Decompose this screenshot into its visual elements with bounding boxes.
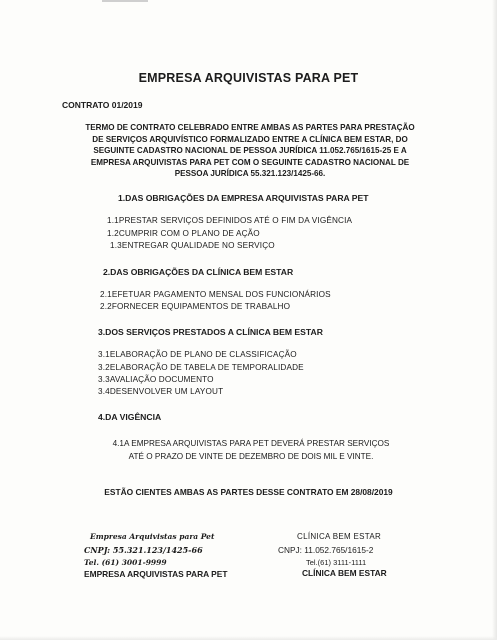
section-item: 3.4DESENVOLVER UM LAYOUT: [98, 387, 224, 396]
scan-mark: [102, 0, 148, 2]
company-cnpj: CNPJ: 55.321.123/1425-66: [84, 545, 203, 555]
scan-edge: [0, 636, 497, 640]
section-item: 2.2FORNECER EQUIPAMENTOS DE TRABALHO: [100, 302, 291, 311]
preamble-line: TERMO DE CONTRATO CELEBRADO ENTRE AMBAS AS PARTES PARA PRESTAÇÃO: [85, 123, 415, 132]
section-item: 3.1ELABORAÇÃO DE PLANO DE CLASSIFICAÇÃO: [98, 350, 297, 359]
preamble-line: PESSOA JURÍDICA 55.321.123/1425-66.: [174, 169, 326, 178]
agreement-statement: ESTÃO CIENTES AMBAS AS PARTES DESSE CONTRATO EM 28/08/2019: [104, 487, 393, 497]
document-title: EMPRESA ARQUIVISTAS PARA PET: [138, 71, 359, 85]
section-heading: 1.DAS OBRIGAÇÕES DA EMPRESA ARQUIVISTAS PARA PET: [118, 193, 369, 203]
section-item: 3.3AVALIAÇÃO DOCUMENTO: [98, 375, 214, 384]
section-item: 1.1PRESTAR SERVIÇOS DEFINIDOS ATÉ O FIM DA VIGÊNCIA: [107, 216, 353, 225]
clause-line: 4.1A EMPRESA ARQUIVISTAS PARA PET DEVERÁ PRESTAR SERVIÇOS: [112, 439, 390, 448]
section-item: 1.3ENTREGAR QUALIDADE NO SERVIÇO: [110, 241, 275, 250]
clinic-cnpj: CNPJ: 11.052.765/1615-2: [278, 545, 374, 555]
company-printed-name: EMPRESA ARQUIVISTAS PARA PET: [84, 569, 228, 579]
clinic-printed-name: CLÍNICA BEM ESTAR: [302, 568, 387, 578]
section-item: 1.2CUMPRIR COM O PLANO DE AÇÃO: [107, 229, 260, 238]
section-item: 3.2ELABORAÇÃO DE TABELA DE TEMPORALIDADE: [98, 363, 304, 372]
section-heading: 3.DOS SERVIÇOS PRESTADOS A CLÍNICA BEM ESTAR: [98, 327, 323, 337]
preamble-line: SEGUINTE CADASTRO NACIONAL DE PESSOA JURÍDICA 11.052.765/1615-25 E A: [93, 146, 407, 155]
vigencia-clause: [96, 437, 406, 463]
preamble-line: EMPRESA ARQUIVISTAS PARA PET COM O SEGUINTE CADASTRO NACIONAL DE: [90, 157, 410, 167]
preamble: [50, 122, 450, 180]
scan-edge: [492, 0, 497, 640]
clinic-stamp-name: CLÍNICA BEM ESTAR: [297, 532, 382, 541]
section-heading: 2.DAS OBRIGAÇÕES DA CLÍNICA BEM ESTAR: [103, 267, 294, 277]
contract-number: CONTRATO 01/2019: [62, 100, 143, 110]
clause-line: ATÉ O PRAZO DE VINTE DE DEZEMBRO DE DOIS MIL E VINTE.: [128, 452, 374, 461]
company-phone: Tel. (61) 3001-9999: [84, 558, 167, 567]
section-item: 2.1EFETUAR PAGAMENTO MENSAL DOS FUNCIONÁRIOS: [100, 290, 331, 299]
company-signature: Empresa Arquivistas para Pet: [90, 532, 215, 541]
clinic-phone: Tel.(61) 3111-1111: [306, 558, 367, 567]
preamble-line: DE SERVIÇOS ARQUIVÍSTICO FORMALIZADO ENTRE A CLÍNICA BEM ESTAR, DO: [92, 134, 408, 144]
section-heading: 4.DA VIGÊNCIA: [98, 412, 162, 422]
